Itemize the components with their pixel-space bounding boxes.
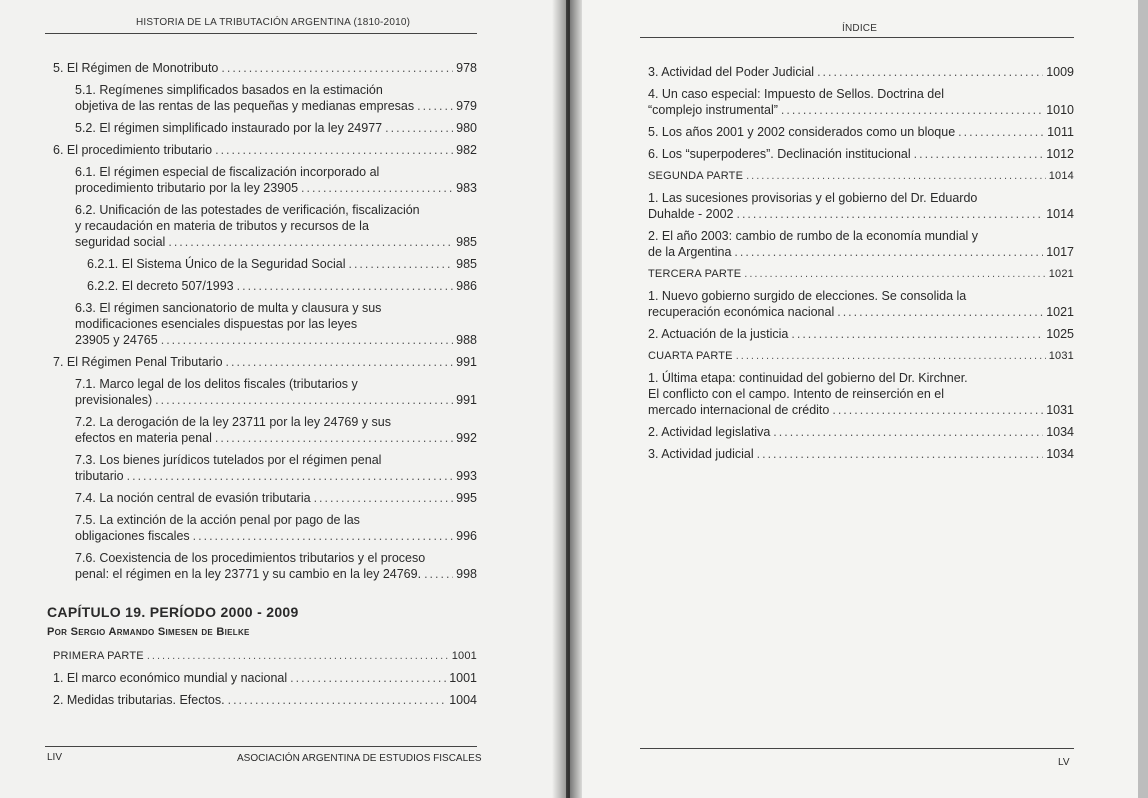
header-rule-left [45,33,477,34]
dot-leader [914,146,1044,162]
toc-entry-line: 7.6. Coexistencia de los procedimientos tributarios y el proceso [75,551,426,565]
footer-rule-left [45,746,477,747]
toc-entry [47,354,477,370]
toc-entry-line: 6.2. Unificación de las potestades de verificación, fiscalización [75,203,420,217]
toc-page-number: 1031 [1048,350,1074,362]
toc-entry [642,326,1074,342]
toc-page-number: 1001 [449,671,477,685]
toc-entry-title: 2. Actividad legislativa [648,425,771,439]
chapter-title: CAPÍTULO 19. PERÍODO 2000 - 2009 [47,604,299,620]
toc-page-number: 991 [456,393,477,407]
dot-leader [226,354,454,370]
toc-entry-title: Duhalde - 2002 [648,207,734,221]
dot-leader [215,142,453,158]
toc-entry-line: 6.3. El régimen sancionatorio de multa y clausura y sus [75,301,382,315]
toc-page-number: 1014 [1048,170,1074,182]
toc-entry [642,124,1074,140]
toc-entry-title: 6. El procedimiento tributario [53,143,213,157]
dot-leader [837,304,1043,320]
toc-page-number: 1010 [1046,103,1074,117]
toc-entry-title: efectos en materia penal [75,431,212,445]
toc-entry-title: 3. Actividad judicial [648,447,754,461]
toc-page-number: 979 [456,99,477,113]
toc-entry-title: TERCERA PARTE [648,268,742,280]
toc-entry-title: recuperación económica nacional [648,305,835,319]
toc-entry-line: 1. Las sucesiones provisorias y el gobierno del Dr. Eduardo [648,191,978,205]
toc-page-number: 993 [456,469,477,483]
toc-page-number: 996 [456,529,477,543]
toc-page-number: 1025 [1046,327,1074,341]
dot-leader [193,528,453,544]
toc-entry-title: PRIMERA PARTE [53,650,144,662]
toc-entry-line: modificaciones esenciales dispuestas por las leyes [75,317,358,331]
toc-entry [47,490,477,506]
toc-entry-line: y recaudación en materia de tributos y recursos de la [75,219,369,233]
toc-page-number: 1034 [1046,447,1074,461]
toc-entry [642,86,1074,118]
header-rule-right [640,37,1074,38]
toc-entry-line: 5.1. Regímenes simplificados basados en la estimación [75,83,383,97]
dot-leader [817,64,1043,80]
running-head-left: HISTORIA DE LA TRIBUTACIÓN ARGENTINA (1810-2010) [136,17,411,28]
toc-entry [47,142,477,158]
dot-leader [791,326,1043,342]
toc-entry-title: 5. El Régimen de Monotributo [53,61,219,75]
toc-page-number: 995 [456,491,477,505]
dot-leader [832,402,1043,418]
dot-leader [290,670,446,686]
publisher-footer: ASOCIACIÓN ARGENTINA DE ESTUDIOS FISCALES [237,753,482,764]
toc-entry-title: 6.2.1. El Sistema Único de la Seguridad Social [87,257,346,271]
toc-entry-line: 7.1. Marco legal de los delitos fiscales (tributarios y [75,377,358,391]
toc-page-number: 992 [456,431,477,445]
page-folio-left: LIV [47,752,63,763]
toc-entry-line: 2. El año 2003: cambio de rumbo de la economía mundial y [648,229,979,243]
dot-leader [301,180,453,196]
toc-right [642,64,1074,468]
toc-entry [47,202,477,250]
dot-leader [757,446,1044,462]
toc-page-number: 986 [456,279,477,293]
left-page [0,0,566,798]
toc-page-number: 1021 [1048,268,1074,280]
dot-leader [744,266,1045,282]
toc-entry-title: previsionales) [75,393,153,407]
toc-entry-line: 6.1. El régimen especial de fiscalización incorporado al [75,165,380,179]
dot-leader [734,244,1043,260]
footer-rule-right [640,748,1074,749]
toc-page-number: 1012 [1046,147,1074,161]
toc-page-number: 1001 [451,650,477,662]
toc-page-number: 1009 [1046,65,1074,79]
toc-page-number: 988 [456,333,477,347]
right-page [570,0,1148,798]
toc-entry [47,278,477,294]
toc-entry-title: CUARTA PARTE [648,350,733,362]
toc-entry [47,414,477,446]
dot-leader [215,430,453,446]
toc-entry-title: 5.2. El régimen simplificado instaurado por la ley 24977 [75,121,383,135]
toc-entry [642,190,1074,222]
toc-page-number: 982 [456,143,477,157]
dot-leader [314,490,454,506]
toc-entry [47,648,477,664]
toc-entry-title: obligaciones fiscales [75,529,190,543]
toc-entry [642,168,1074,184]
toc-entry-title: “complejo instrumental” [648,103,778,117]
toc-page-number: 1014 [1046,207,1074,221]
toc-entry-title: 3. Actividad del Poder Judicial [648,65,815,79]
toc-entry-title: 1. El marco económico mundial y nacional [53,671,288,685]
toc-page-number: 1017 [1046,245,1074,259]
toc-entry [47,300,477,348]
toc-entry-title: 5. Los años 2001 y 2002 considerados como un bloque [648,125,956,139]
toc-page-number: 998 [456,567,477,581]
toc-page-number: 991 [456,355,477,369]
toc-entry-title: 6. Los “superpoderes”. Declinación institucional [648,147,911,161]
chapter-author: Por Sergio Armando Simesen de Bielke [47,626,250,638]
toc-page-number: 985 [456,257,477,271]
toc-entry-line: 7.3. Los bienes jurídicos tutelados por el régimen penal [75,453,382,467]
toc-entry [47,550,477,582]
dot-leader [221,60,453,76]
toc-page-number: 983 [456,181,477,195]
toc-page-number: 1004 [449,693,477,707]
dot-leader [127,468,454,484]
toc-entry [47,256,477,272]
toc-entry-line: 1. Nuevo gobierno surgido de elecciones. Se consolida la [648,289,967,303]
toc-entry-title: 2. Actuación de la justicia [648,327,789,341]
toc-entry [642,64,1074,80]
toc-entry [47,512,477,544]
toc-entry [47,670,477,686]
page-folio-right: LV [1058,757,1070,768]
dot-leader [417,98,453,114]
toc-entry [642,146,1074,162]
toc-entry [47,82,477,114]
dot-leader [781,102,1043,118]
toc-entry-title: 2. Medidas tributarias. Efectos. [53,693,225,707]
toc-entry [47,452,477,484]
dot-leader [736,206,1043,222]
toc-entry-title: de la Argentina [648,245,732,259]
toc-entry-line: 7.5. La extinción de la acción penal por pago de las [75,513,360,527]
toc-entry-title: 23905 y 24765 [75,333,158,347]
page-edge [1138,0,1148,798]
toc-entry-title: 7. El Régimen Penal Tributario [53,355,223,369]
toc-entry [642,348,1074,364]
dot-leader [385,120,453,136]
toc-entry [47,60,477,76]
dot-leader [746,168,1046,184]
running-head-right: ÍNDICE [842,23,878,34]
toc-entry-line: El conflicto con el campo. Intento de reinserción en el [648,387,945,401]
toc-entry-title: 6.2.2. El decreto 507/1993 [87,279,234,293]
toc-entry-title: seguridad social [75,235,166,249]
toc-entry [642,288,1074,320]
toc-entry [47,164,477,196]
toc-entry [47,692,477,708]
toc-page-number: 978 [456,61,477,75]
toc-entry [642,424,1074,440]
toc-page-number: 1031 [1046,403,1074,417]
dot-leader [958,124,1044,140]
toc-left [47,60,477,714]
toc-entry [642,266,1074,282]
dot-leader [161,332,453,348]
toc-entry-title: SEGUNDA PARTE [648,170,744,182]
dot-leader [168,234,453,250]
toc-page-number: 1011 [1047,125,1074,139]
toc-entry-title: penal: el régimen en la ley 23771 y su cambio en la ley 24769. [75,567,422,581]
toc-entry-line: 1. Última etapa: continuidad del gobierno del Dr. Kirchner. [648,371,968,385]
toc-entry [642,370,1074,418]
toc-entry-title: tributario [75,469,124,483]
toc-entry-title: procedimiento tributario por la ley 23905 [75,181,299,195]
dot-leader [237,278,454,294]
toc-entry-line: 7.2. La derogación de la ley 23711 por la ley 24769 y sus [75,415,391,429]
toc-page-number: 1021 [1046,305,1074,319]
dot-leader [736,348,1046,364]
toc-entry [642,446,1074,462]
dot-leader [348,256,453,272]
book-gutter [552,0,582,798]
toc-entry [642,228,1074,260]
dot-leader [228,692,447,708]
toc-page-number: 1034 [1046,425,1074,439]
toc-entry [47,120,477,136]
toc-entry-line: 4. Un caso especial: Impuesto de Sellos. Doctrina del [648,87,944,101]
dot-leader [424,566,453,582]
toc-entry-title: mercado internacional de crédito [648,403,830,417]
dot-leader [155,392,453,408]
toc-page-number: 980 [456,121,477,135]
toc-entry-title: 7.4. La noción central de evasión tributaria [75,491,311,505]
toc-page-number: 985 [456,235,477,249]
toc-entry [47,376,477,408]
toc-entry-title: objetiva de las rentas de las pequeñas y medianas empresas [75,99,415,113]
dot-leader [147,648,449,664]
dot-leader [773,424,1043,440]
